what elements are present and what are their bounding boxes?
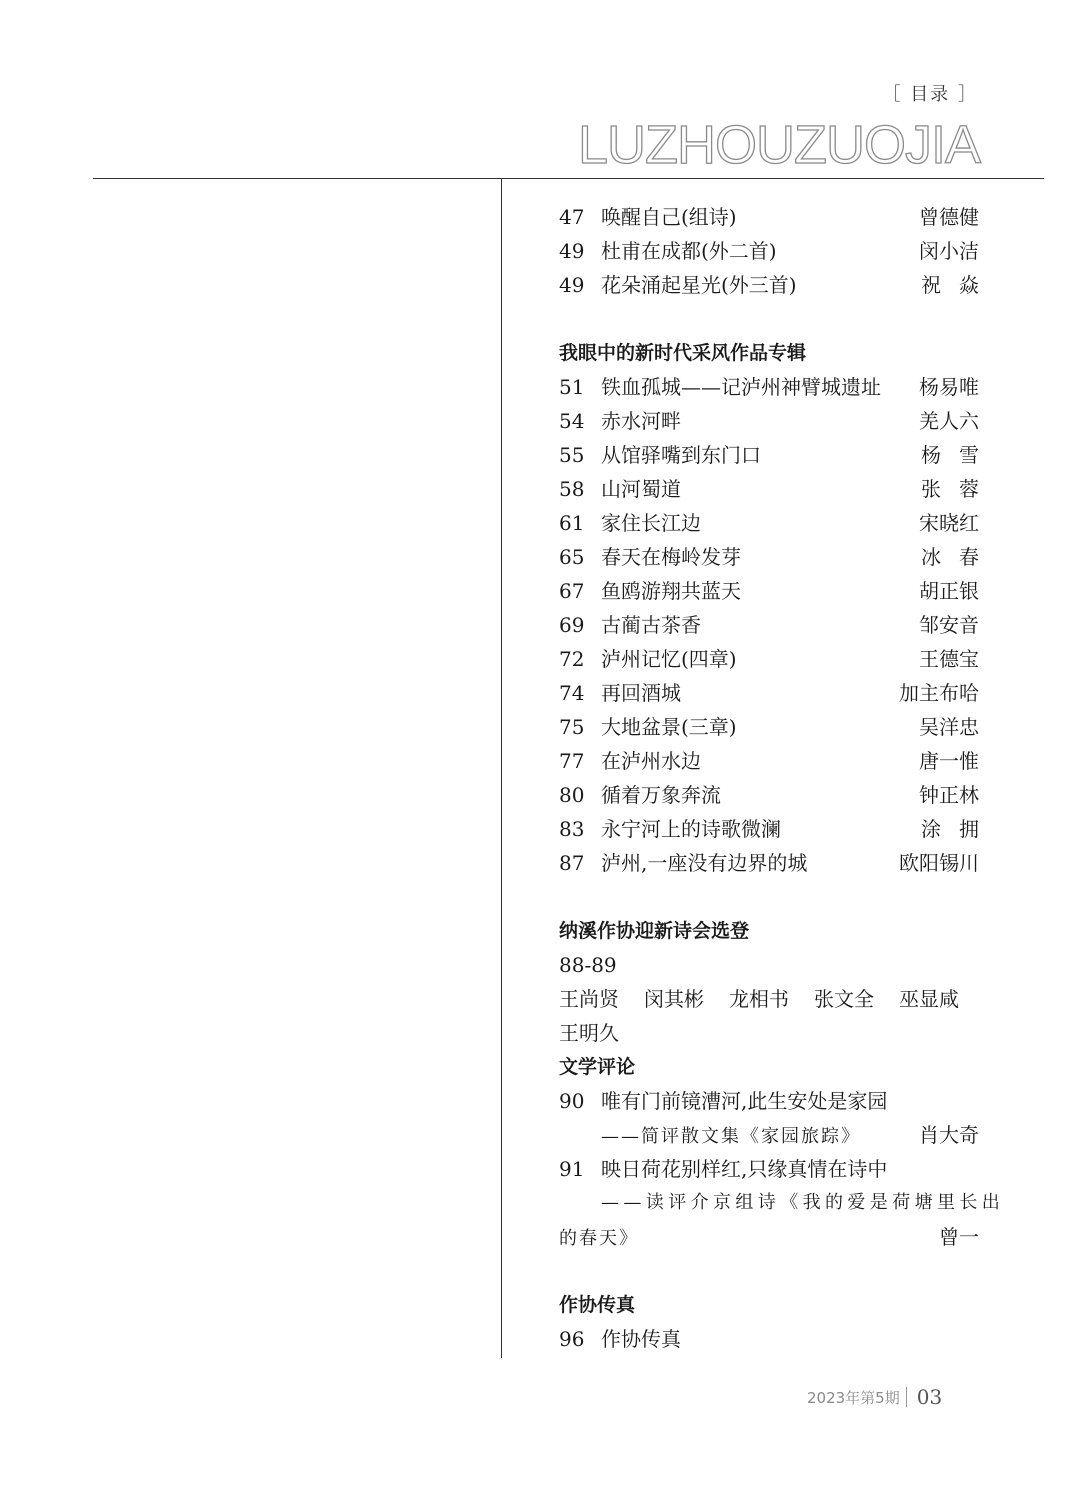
toc-entry[interactable] [559, 200, 979, 234]
entry-title: 大地盆景(三章) [601, 715, 737, 739]
toc-entry[interactable] [559, 506, 979, 540]
top-divider [93, 178, 1044, 179]
toc-entry[interactable] [559, 540, 997, 574]
entry-title: 泸州,一座没有边界的城 [601, 851, 808, 875]
entry-title: 鱼鸥游翔共蓝天 [601, 579, 741, 603]
toc-entry-subtitle [559, 1118, 979, 1152]
entry-author: 闵小洁 [919, 239, 979, 263]
page-number: 72 [559, 647, 585, 671]
section-heading: 我眼中的新时代采风作品专辑 [559, 342, 807, 364]
page-number: 51 [559, 375, 585, 399]
page-number: 58 [559, 477, 585, 501]
entry-author: 王德宝 [919, 647, 979, 671]
entry-title: 作协传真 [601, 1327, 681, 1351]
entry-author: 杨易唯 [919, 375, 979, 399]
page-number: 49 [559, 273, 585, 297]
poet-name: 张文全 [814, 987, 874, 1011]
page-number: 96 [559, 1327, 585, 1351]
toc-entry[interactable] [559, 472, 997, 506]
entry-author: 曾一 [939, 1225, 979, 1249]
entry-author: 杨雪 [921, 443, 997, 467]
entry-author: 吴洋忠 [919, 715, 979, 739]
section-heading: 作协传真 [559, 1294, 636, 1316]
entry-title: 从馆驿嘴到东门口 [601, 443, 761, 467]
page-number: 61 [559, 511, 585, 535]
issue-label: 2023年第5期 [807, 1388, 900, 1407]
entry-author: 曾德健 [919, 205, 979, 229]
page-number: 47 [559, 205, 585, 229]
entry-title: 泸州记忆(四章) [601, 647, 737, 671]
page-number: 83 [559, 817, 585, 841]
poet-names [559, 982, 959, 1016]
column-divider [501, 178, 502, 1358]
entry-title: 映日荷花别样红,只缘真情在诗中 [601, 1157, 888, 1181]
toc-entry[interactable] [559, 574, 979, 608]
entry-author: 涂拥 [921, 817, 997, 841]
spacer [559, 1254, 979, 1288]
entry-title: 古蔺古茶香 [601, 613, 701, 637]
spacer [559, 302, 979, 336]
page-number: 49 [559, 239, 585, 263]
toc-entry[interactable] [559, 1322, 979, 1356]
entry-subtitle-continued: 的春天》 [559, 1228, 639, 1249]
toc-entry[interactable] [559, 234, 979, 268]
entry-author: 肖大奇 [919, 1123, 979, 1147]
entry-title: 唤醒自己(组诗) [601, 205, 737, 229]
entry-title: 永宁河上的诗歌微澜 [601, 817, 781, 841]
toc-entry[interactable] [559, 744, 979, 778]
poet-name: 闵其彬 [644, 987, 704, 1011]
entry-author: 胡正银 [919, 579, 979, 603]
toc-entry-subtitle [559, 1186, 1005, 1220]
page-number: 74 [559, 681, 585, 705]
page-range: 88-89 [559, 953, 617, 977]
page-number: 54 [559, 409, 585, 433]
table-of-contents [559, 200, 1005, 1356]
entry-author: 张蓉 [921, 477, 997, 501]
magazine-logo-text: LUZHOUZUOJIA [577, 115, 980, 175]
toc-entry[interactable] [559, 642, 979, 676]
entry-title: 铁血孤城——记泸州神臂城遗址 [601, 375, 881, 399]
entry-subtitle: ——读评介京组诗《我的爱是荷塘里长出 [601, 1192, 1005, 1213]
entry-author: 宋晓红 [919, 511, 979, 535]
poet-name: 王明久 [559, 1021, 619, 1045]
page-number: 91 [559, 1157, 585, 1181]
toc-entry-subtitle [559, 1220, 979, 1254]
entry-title: 春天在梅岭发芽 [601, 545, 741, 569]
entry-author: 羌人六 [919, 409, 979, 433]
page-number: 69 [559, 613, 585, 637]
toc-entry[interactable] [559, 370, 979, 404]
poet-name: 王尚贤 [559, 987, 619, 1011]
toc-entry[interactable] [559, 676, 979, 710]
page-number: 67 [559, 579, 585, 603]
toc-entry[interactable] [559, 608, 979, 642]
entry-title: 唯有门前镜漕河,此生安处是家园 [601, 1089, 888, 1113]
entry-author: 祝焱 [921, 273, 997, 297]
toc-entry[interactable] [559, 846, 979, 880]
poet-name: 巫显咸 [899, 987, 959, 1011]
toc-entry[interactable] [559, 268, 997, 302]
toc-entry[interactable] [559, 812, 997, 846]
page-footer [807, 1385, 942, 1409]
page-number: 90 [559, 1089, 585, 1113]
entry-author: 邹安音 [919, 613, 979, 637]
poet-name: 龙相书 [729, 987, 789, 1011]
entry-author: 加主布哈 [899, 681, 979, 705]
entry-subtitle: ——简评散文集《家园旅踪》 [601, 1126, 861, 1147]
spacer [559, 880, 979, 914]
section-tag: ［ 目录 ］ [882, 84, 978, 105]
section-heading: 文学评论 [559, 1056, 636, 1078]
entry-author: 冰春 [921, 545, 997, 569]
toc-entry[interactable] [559, 438, 997, 472]
toc-entry[interactable] [559, 710, 979, 744]
page-number: 80 [559, 783, 585, 807]
entry-author: 欧阳锡川 [899, 851, 979, 875]
entry-title: 家住长江边 [601, 511, 701, 535]
page-number: 77 [559, 749, 585, 773]
page-number: 87 [559, 851, 585, 875]
entry-author: 唐一惟 [919, 749, 979, 773]
page-number: 65 [559, 545, 585, 569]
toc-entry[interactable] [559, 404, 979, 438]
section-heading: 纳溪作协迎新诗会选登 [559, 920, 750, 942]
toc-entry[interactable] [559, 1152, 979, 1186]
footer-page-number: 03 [916, 1385, 943, 1409]
toc-entry[interactable] [559, 778, 979, 812]
entry-title: 在泸州水边 [601, 749, 701, 773]
entry-title: 赤水河畔 [601, 409, 681, 433]
toc-entry[interactable] [559, 1084, 979, 1118]
entry-title: 花朵涌起星光(外三首) [601, 273, 797, 297]
entry-title: 循着万象奔流 [601, 783, 721, 807]
page-number: 75 [559, 715, 585, 739]
entry-title: 再回酒城 [601, 681, 681, 705]
page-number: 55 [559, 443, 585, 467]
footer-divider [906, 1387, 907, 1407]
entry-title: 杜甫在成都(外二首) [601, 239, 777, 263]
entry-author: 钟正林 [919, 783, 979, 807]
entry-title: 山河蜀道 [601, 477, 681, 501]
